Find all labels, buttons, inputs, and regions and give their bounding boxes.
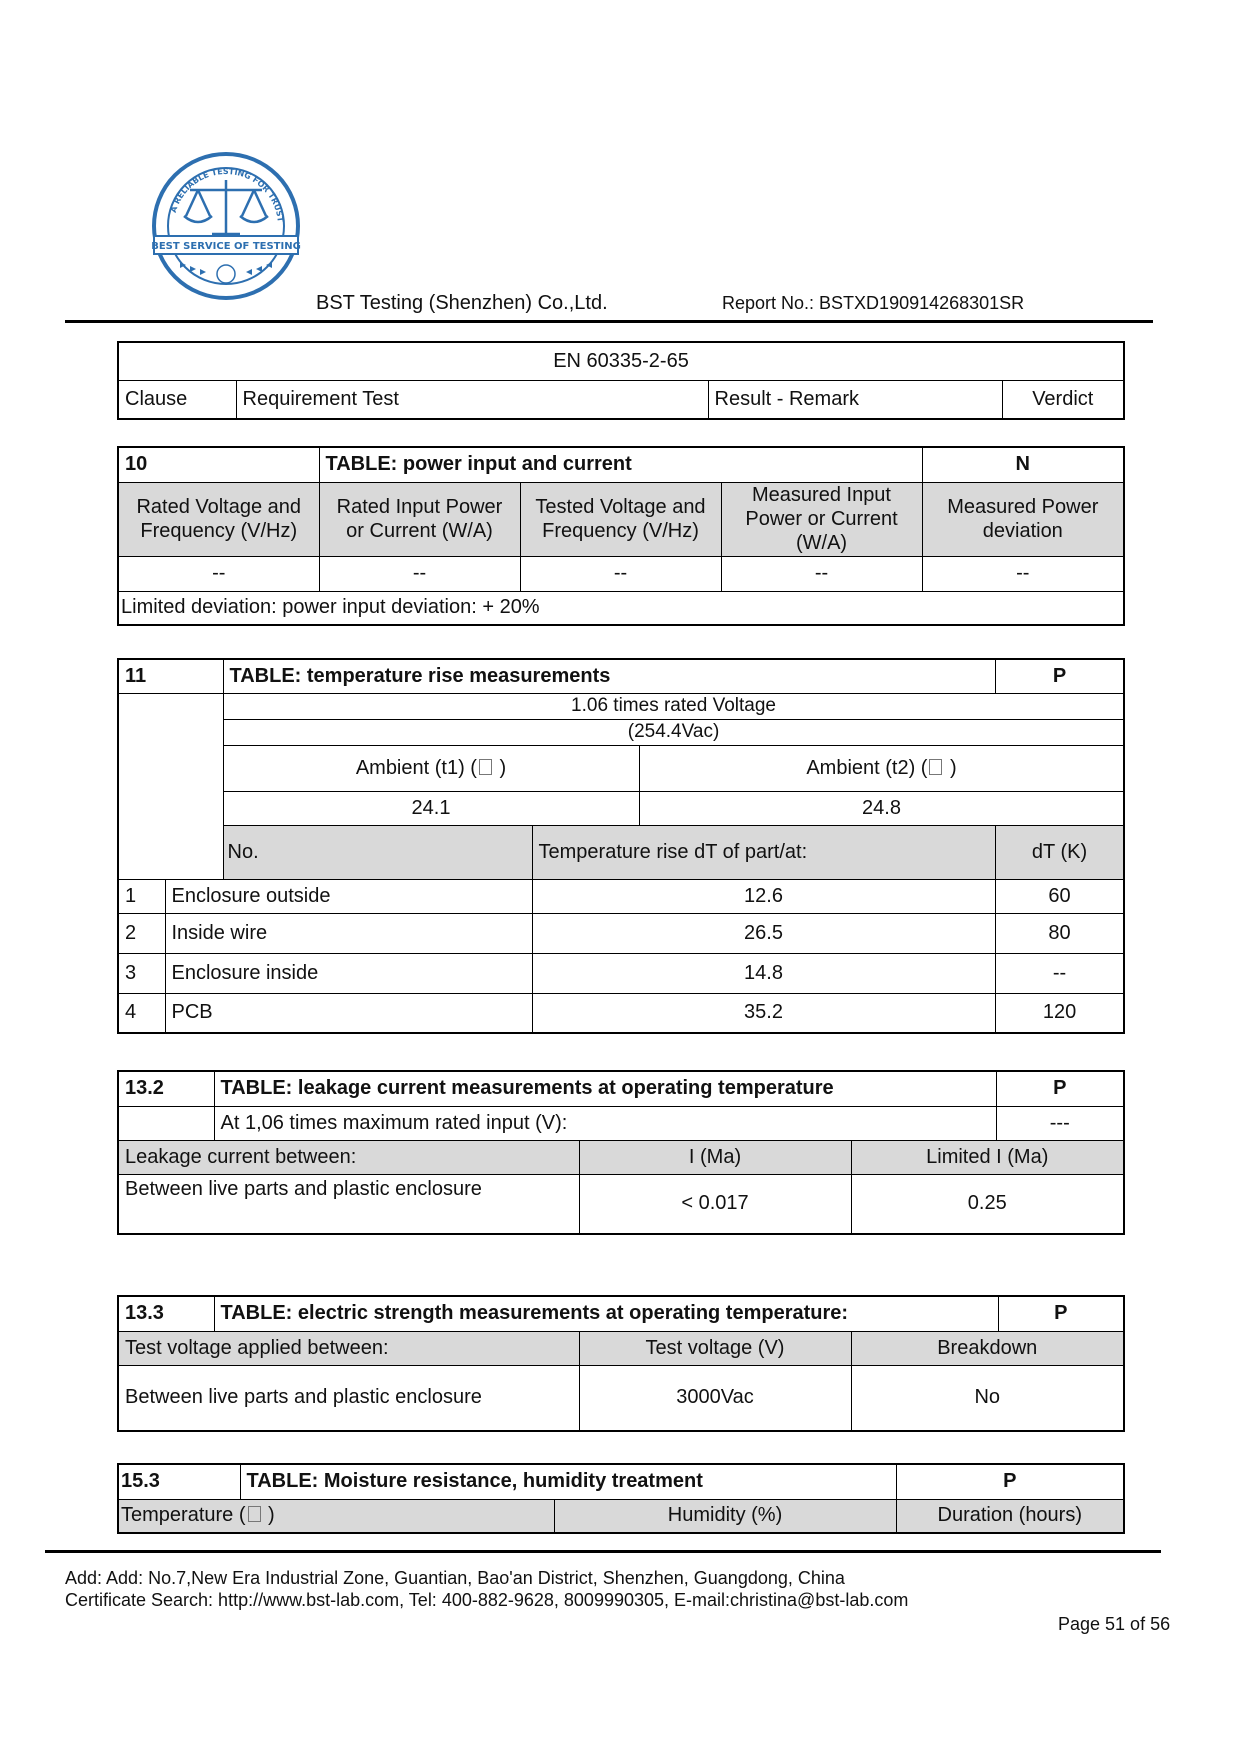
col-requirement: Requirement Test (236, 380, 708, 419)
row-no: 4 (118, 993, 165, 1033)
table-10-power-input (117, 446, 1125, 626)
unit-placeholder-icon (929, 759, 942, 775)
table-cell: -- (922, 556, 1124, 591)
table-clause: 13.3 (118, 1296, 214, 1331)
table-verdict: P (896, 1464, 1124, 1499)
table-clause: 13.2 (118, 1071, 214, 1106)
row-dt: 35.2 (532, 993, 995, 1033)
row-limit: -- (995, 953, 1124, 993)
row-breakdown: No (851, 1365, 1124, 1431)
standard-header-table (117, 341, 1125, 420)
row-no: 1 (118, 879, 165, 913)
table-row (118, 913, 1124, 953)
col-measured-power: Measured Input Power or Current (W/A) (721, 482, 922, 556)
footer-certificate: Certificate Search: http://www.bst-lab.com, Tel: 400-882-9628, 8009990305, E-mail:christina@bst-lab.com (65, 1590, 909, 1610)
row-limit: 0.25 (851, 1174, 1124, 1234)
table-cell: -- (520, 556, 721, 591)
col-clause: Clause (118, 380, 236, 419)
header-divider (65, 320, 1153, 323)
col-between: Leakage current between: (118, 1140, 579, 1174)
row-between: Between live parts and plastic enclosure (118, 1365, 579, 1431)
row-dt: 14.8 (532, 953, 995, 993)
row-limit: 120 (995, 993, 1124, 1033)
table-row (118, 879, 1124, 913)
row-voltage: 3000Vac (579, 1365, 851, 1431)
row-no: 2 (118, 913, 165, 953)
table-row (118, 953, 1124, 993)
table-row (118, 993, 1124, 1033)
col-result: Result - Remark (708, 380, 1002, 419)
company-name: BST Testing (Shenzhen) Co.,Ltd. (316, 292, 608, 314)
table-title: TABLE: temperature rise measurements (223, 659, 995, 693)
row-part: Inside wire (165, 913, 532, 953)
col-rated-voltage: Rated Voltage and Frequency (V/Hz) (118, 482, 319, 556)
col-current: I (Ma) (579, 1140, 851, 1174)
col-temperature: Temperature ( ) (118, 1499, 554, 1533)
blank-cell (118, 693, 223, 879)
table-clause: 10 (118, 447, 319, 482)
ambient-t1-label: Ambient (t1) ( ) (223, 745, 639, 791)
voltage-line-1: 1.06 times rated Voltage (223, 693, 1124, 719)
col-voltage: Test voltage (V) (579, 1331, 851, 1365)
col-humidity: Humidity (%) (554, 1499, 896, 1533)
table-title: TABLE: leakage current measurements at operating temperature (214, 1071, 996, 1106)
standard-title: EN 60335-2-65 (118, 342, 1124, 380)
table-clause: 15.3 (118, 1464, 240, 1499)
row-part: PCB (165, 993, 532, 1033)
table-cell: -- (118, 556, 319, 591)
col-tested-voltage: Tested Voltage and Frequency (V/Hz) (520, 482, 721, 556)
table-15-3-moisture (117, 1463, 1125, 1534)
row-dt: 12.6 (532, 879, 995, 913)
table-verdict: P (998, 1296, 1124, 1331)
table-clause: 11 (118, 659, 223, 693)
row-no: 3 (118, 953, 165, 993)
deviation-note: Limited deviation: power input deviation: + 20% (118, 591, 1124, 625)
report-number: Report No.: BSTXD190914268301SR (722, 293, 1025, 313)
col-no: No. (223, 825, 532, 879)
row-limit: 60 (995, 879, 1124, 913)
table-cell: -- (721, 556, 922, 591)
footer-address: Add: Add: No.7,New Era Industrial Zone, Guantian, Bao'an District, Shenzhen, Guangdong, China (65, 1568, 845, 1588)
table-row (118, 1365, 1124, 1431)
page-number: Page 51 of 56 (1058, 1614, 1171, 1634)
voltage-line-2: (254.4Vac) (223, 719, 1124, 745)
row-limit: 80 (995, 913, 1124, 953)
footer-divider (45, 1550, 1161, 1553)
col-rated-power: Rated Input Power or Current (W/A) (319, 482, 520, 556)
ambient-t1-value: 24.1 (223, 791, 639, 825)
ambient-t2-value: 24.8 (639, 791, 1124, 825)
table-cell: -- (319, 556, 520, 591)
col-part: Temperature rise dT of part/at: (532, 825, 995, 879)
logo-band-text: BEST SERVICE OF TESTING (151, 241, 301, 252)
col-between: Test voltage applied between: (118, 1331, 579, 1365)
table-title: TABLE: power input and current (319, 447, 922, 482)
table-11-temperature-rise (117, 658, 1125, 1034)
company-logo (150, 150, 302, 302)
sub-condition: At 1,06 times maximum rated input (V): (214, 1106, 996, 1140)
row-dt: 26.5 (532, 913, 995, 953)
row-part: Enclosure inside (165, 953, 532, 993)
blank-cell (118, 1106, 214, 1140)
col-breakdown: Breakdown (851, 1331, 1124, 1365)
table-row (118, 1174, 1124, 1234)
table-verdict: N (922, 447, 1124, 482)
col-dt: dT (K) (995, 825, 1124, 879)
row-current: < 0.017 (579, 1174, 851, 1234)
row-part: Enclosure outside (165, 879, 532, 913)
sub-verdict: --- (996, 1106, 1124, 1140)
logo-arc-text: A RELIABLE TESTING FOR TRUST (168, 166, 285, 223)
unit-placeholder-icon (479, 759, 492, 775)
col-verdict: Verdict (1002, 380, 1124, 419)
table-13-3-electric-strength (117, 1295, 1125, 1432)
row-between: Between live parts and plastic enclosure (118, 1174, 579, 1234)
unit-placeholder-icon (248, 1506, 261, 1522)
col-duration: Duration (hours) (896, 1499, 1124, 1533)
table-title: TABLE: electric strength measurements at operating temperature: (214, 1296, 998, 1331)
col-power-deviation: Measured Power deviation (922, 482, 1124, 556)
table-title: TABLE: Moisture resistance, humidity treatment (240, 1464, 896, 1499)
table-verdict: P (996, 1071, 1124, 1106)
table-13-2-leakage-current (117, 1070, 1125, 1235)
table-verdict: P (995, 659, 1124, 693)
col-limit: Limited I (Ma) (851, 1140, 1124, 1174)
ambient-t2-label: Ambient (t2) ( ) (639, 745, 1124, 791)
